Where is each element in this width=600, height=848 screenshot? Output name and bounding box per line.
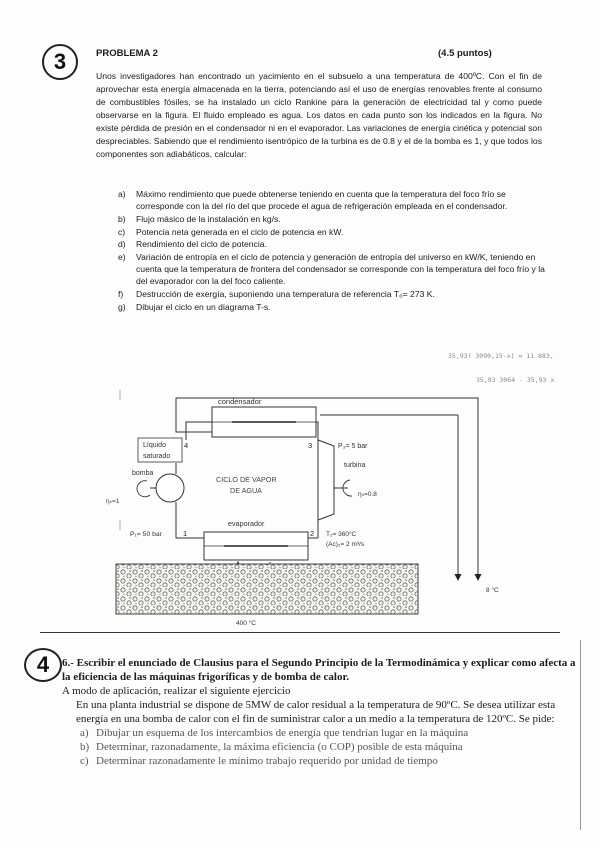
question-text: Flujo másico de la instalación en kg/s.	[136, 213, 281, 224]
p1-label: P₁= 50 bar	[130, 531, 162, 538]
p3-label: P₃= 5 bar	[338, 443, 368, 450]
pump-efficiency: ηₛ=1	[106, 498, 120, 505]
item-letter: b)	[80, 741, 90, 753]
cooling-water-return	[176, 415, 212, 432]
question-item	[118, 251, 548, 288]
item-text: Dibujar un esquema de los intercambios de energía que tendrían lugar en la máquina	[96, 727, 469, 739]
handwritten-note-2: 35,93 3064 - 35,93 x	[476, 376, 555, 384]
ground-block	[116, 564, 418, 614]
rankine-diagram	[0, 380, 600, 630]
river-temp-label: 8 °C	[486, 587, 499, 594]
question-letter: g)	[118, 301, 126, 312]
problem-number-4: 4	[36, 652, 50, 677]
problem4-item	[80, 754, 582, 768]
question-letter: e)	[118, 252, 126, 263]
question-item	[118, 288, 548, 300]
question-letter: b)	[118, 213, 126, 224]
problem4-block	[62, 656, 582, 768]
item-letter: a)	[80, 727, 89, 739]
item-text: Determinar razonadamente le mínimo trabajo requerido por unidad de tiempo	[96, 755, 438, 767]
ground-temp-label: 400 °C	[236, 620, 256, 627]
question-item	[118, 226, 548, 238]
question-item	[118, 213, 548, 225]
point-4: 4	[184, 441, 189, 450]
problem-statement: Unos investigadores han encontrado un yacimiento en el subsuelo a una temperatura de 400ºC. Con el fin de aprovechar esta energía almacenada en la tierra, potenciando así el uso de energías renovables frente al consumo de combustibles fósiles, se ha instalado un ciclo Rankine para la generación de electricidad tal y como puede observarse en la figura. El fluido empleado es agua. Los datos en cada punto son los indicados en la figura. No existe pérdida de presión en el condensador ni en el evaporador. Las variaciones de energía cinética y potencial son despreciables. Sabiendo que el rendimiento isentrópico de la turbina es de 0.8 y el de la bomba es 1, y que todos los componentes son adiabáticos, calcular:	[96, 71, 542, 159]
ac2-label: (Ac)₂= 2 m³/s	[326, 541, 365, 548]
point-3: 3	[308, 441, 313, 450]
question-item	[118, 188, 548, 212]
problem4-items	[62, 726, 582, 768]
problem4-heading: 6.- Escribir el enunciado de Clausius para el Segundo Principio de la Termodinámica y explicar como afecta a la eficiencia de las máquinas frigoríficas y de bomba de calor.	[62, 657, 576, 683]
liquid-label-2: saturado	[143, 453, 171, 460]
liquid-label-1: Líquido	[143, 442, 166, 449]
problem4-item	[80, 726, 582, 740]
question-letter: c)	[118, 226, 126, 237]
turbine-icon	[318, 440, 334, 520]
pump-label: bomba	[132, 470, 154, 477]
cycle-label-1: CICLO DE VAPOR	[216, 475, 277, 484]
turbine-label: turbina	[344, 462, 366, 469]
question-text: Potencia neta generada en el ciclo de potencia en kW.	[136, 226, 344, 237]
handwritten-note-1: 35,93( 3090,15-x) = 11 883,	[448, 352, 554, 360]
question-text: Variación de entropía en el ciclo de potencia y generación de entropía del universo en kW/K, teniendo en cuenta que la temperatura de frontera del condensador se corresponde con la temperatura del foco frío y la del evaporador con la del foco caliente.	[136, 252, 545, 287]
question-letter: a)	[118, 189, 126, 199]
item-letter: c)	[80, 755, 89, 767]
pump-icon	[156, 474, 184, 502]
problem-number-circle-4	[24, 648, 62, 682]
point-2: 2	[310, 529, 315, 538]
cycle-label-2: DE AGUA	[230, 486, 262, 495]
section-divider	[40, 632, 560, 633]
t2-label: T₂= 360°C	[326, 531, 357, 538]
question-list	[118, 188, 548, 314]
question-item	[118, 238, 548, 250]
turbine-efficiency: ηₛ=0.8	[358, 491, 377, 498]
condenser-label: condensador	[218, 397, 262, 406]
problem-number: 3	[53, 49, 67, 74]
question-letter: d)	[118, 239, 126, 250]
question-text: Destrucción de exergía, suponiendo una temperatura de referencia T₀= 273 K.	[136, 289, 435, 300]
problem-title: PROBLEMA 2	[96, 48, 158, 59]
problem-points: (4.5 puntos)	[438, 48, 492, 59]
problem4-application: A modo de aplicación, realizar el siguiente ejercicio	[62, 685, 291, 697]
point-1: 1	[183, 529, 188, 538]
question-text: Dibujar el ciclo en un diagrama T-s.	[136, 301, 271, 312]
problem4-body: En una planta industrial se dispone de 5MW de calor residual a la temperatura de 90ºC. Se desea utilizar esta energía en una bomba de calor con el fin de suministrar calor a un medio a la temperatura de 120ºC. Se pide:	[76, 699, 556, 725]
item-text: Determinar, razonadamente, la máxima eficiencia (o COP) posible de esta máquina	[96, 741, 463, 753]
question-letter: f)	[118, 289, 124, 300]
question-text: Máximo rendimiento que puede obtenerse teniendo en cuenta que la temperatura del foco frío se corresponde con la del río del que procede el agua de refrigeración empleada en el condensador.	[136, 189, 508, 212]
problem4-item	[80, 740, 582, 754]
question-item	[118, 301, 548, 313]
evaporator-label: evaporador	[228, 519, 265, 528]
question-text: Rendimiento del ciclo de potencia.	[136, 239, 267, 250]
problem-number-circle	[42, 44, 78, 80]
